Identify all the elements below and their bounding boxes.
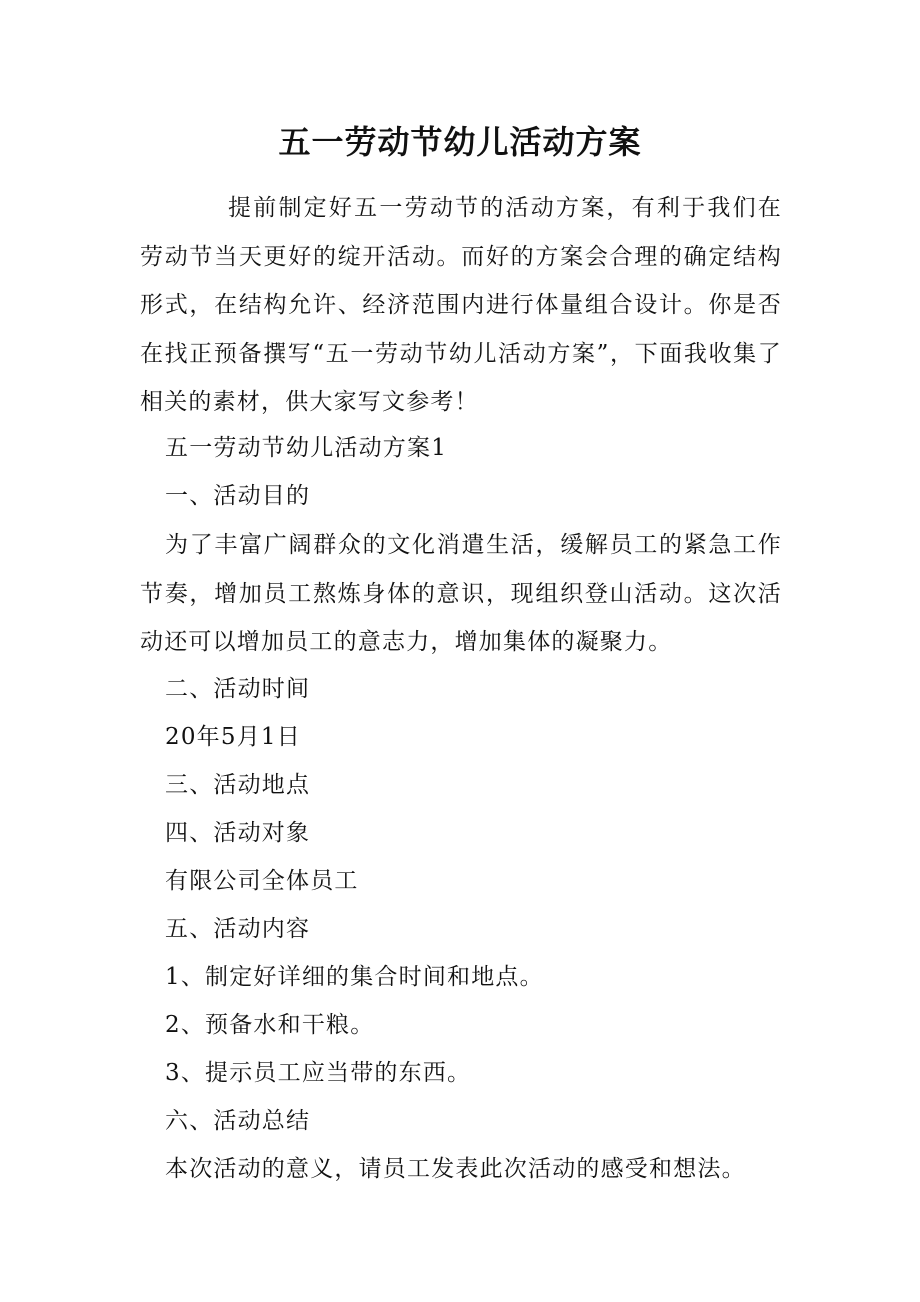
section-title: 五一劳动节幼儿活动方案1 [165, 435, 448, 461]
target-value: 有限公司全体员工 [165, 868, 359, 894]
summary-paragraph: 本次活动的意义，请员工发表此次活动的感受和想法。 [165, 1156, 746, 1182]
heading-time: 二、活动时间 [165, 676, 311, 702]
heading-content: 五、活动内容 [165, 916, 311, 942]
heading-summary: 六、活动总结 [165, 1108, 311, 1134]
content-item-2: 2、预备水和干粮。 [165, 1012, 375, 1038]
time-value: 20年5月1日 [165, 724, 301, 750]
content-item-1: 1、制定好详细的集合时间和地点。 [165, 964, 544, 990]
heading-location: 三、活动地点 [165, 772, 311, 798]
document-title: 五一劳动节幼儿活动方案 [278, 123, 642, 161]
intro-paragraph: 提前制定好五一劳动节的活动方案，有利于我们在劳动节当天更好的绽开活动。而好的方案会合理的确定结构形式，在结构允许、经济范围内进行体量组合设计。你是否在找正预备撰写“五一劳动节幼儿活动方案”，下面我收集了相关的素材，供大家写文参考！ [140, 195, 782, 415]
purpose-paragraph: 为了丰富广阔群众的文化消遣生活，缓解员工的紧急工作节奏，增加员工熬炼身体的意识，现组织登山活动。这次活动还可以增加员工的意志力，增加集体的凝聚力。 [140, 532, 782, 655]
heading-purpose: 一、活动目的 [165, 483, 311, 509]
content-item-3: 3、提示员工应当带的东西。 [165, 1060, 472, 1086]
heading-target: 四、活动对象 [165, 820, 311, 846]
